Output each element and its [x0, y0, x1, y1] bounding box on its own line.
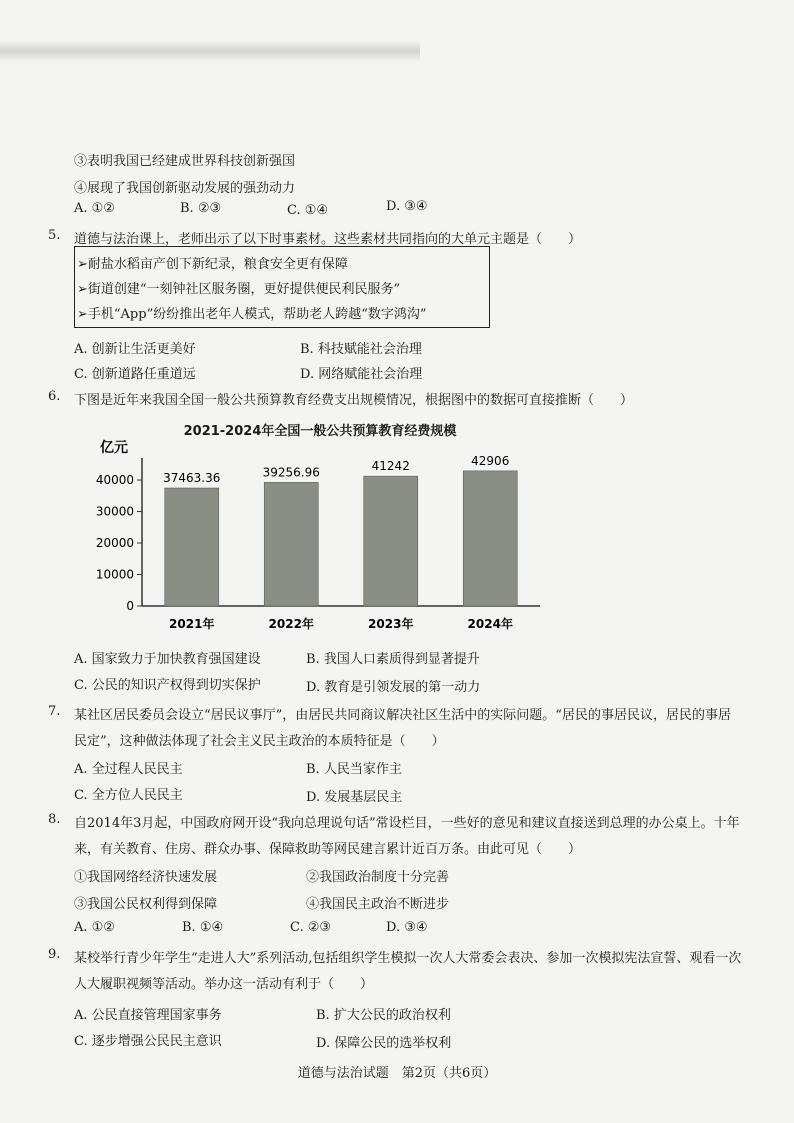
bar-value-label: 42906: [471, 453, 510, 468]
bar-2022年: [264, 482, 318, 606]
choice-b: B. ①④: [182, 920, 224, 935]
choice-b: B. ②③: [180, 201, 222, 216]
y-tick-label: 40000: [95, 473, 134, 488]
choice-a: A. 公民直接管理国家事务: [74, 1008, 222, 1023]
y-tick-label: 20000: [95, 536, 134, 551]
question-9-stem-line2: 人大履职视频等活动。举办这一活动有利于（ ）: [74, 977, 374, 992]
choice-a: A. 创新让生活更美好: [74, 342, 196, 357]
statement-1: ①我国网络经济快速发展: [74, 870, 218, 885]
material-box: [74, 246, 490, 328]
choice-d: D. ③④: [386, 920, 428, 935]
choice-a: A. 全过程人民民主: [74, 762, 183, 777]
statement-4: ④我国民主政治不断进步: [306, 897, 450, 912]
choice-a: A. 国家致力于加快教育强国建设: [74, 652, 261, 667]
question-8-stem-line2: 来，有关教育、住房、群众办事、保障救助等网民建言累计近百万条。由此可见（ ）: [74, 842, 582, 857]
choice-c: C. ②③: [290, 920, 332, 935]
scan-artifact: [0, 40, 420, 62]
option-statement-4: ④展现了我国创新驱动发展的强劲动力: [74, 181, 296, 196]
y-tick-label: 30000: [95, 504, 134, 519]
material-item: ➢耐盐水稻亩产创下新纪录，粮食安全更有保障: [77, 257, 348, 272]
choice-d: D. ③④: [386, 199, 428, 214]
choice-d: D. 保障公民的选举权利: [316, 1036, 452, 1051]
choice-a: A. ①②: [74, 201, 115, 216]
statement-3: ③我国公民权利得到保障: [74, 897, 218, 912]
question-9-stem-line1: 某校举行青少年学生“走进人大”系列活动,包括组织学生模拟一次人大常委会表决、参加一次模拟宪法宣誓、观看一次: [74, 951, 742, 966]
y-tick-label: 0: [126, 599, 134, 613]
choice-c: C. 逐步增强公民民主意识: [74, 1034, 222, 1049]
x-tick-label: 2023年: [368, 617, 414, 631]
bar-value-label: 37463.36: [163, 471, 221, 486]
question-8-stem-line1: 自2014年3月起，中国政府网开设“我向总理说句话”常设栏目，一些好的意见和建议直接送到总理的办公桌上。十年: [74, 816, 740, 831]
bar-value-label: 39256.96: [262, 465, 320, 480]
statement-2: ②我国政治制度十分完善: [306, 870, 450, 885]
option-statement-3: ③表明我国已经建成世界科技创新强国: [74, 154, 296, 169]
x-tick-label: 2024年: [467, 617, 513, 631]
question-number: 5.: [48, 228, 61, 243]
choice-c: C. 全方位人民民主: [74, 788, 183, 803]
choice-b: B. 人民当家作主: [306, 762, 402, 777]
choice-d: D. 教育是引领发展的第一动力: [306, 680, 481, 695]
choice-d: D. 网络赋能社会治理: [300, 367, 423, 382]
bar-2023年: [364, 476, 418, 606]
choice-b: B. 扩大公民的政治权利: [316, 1008, 451, 1023]
question-number: 7.: [48, 704, 61, 719]
material-item: ➢手机“App”纷纷推出老年人模式，帮助老人跨越“数字鸿沟”: [77, 307, 427, 322]
choice-b: B. 我国人口素质得到显著提升: [306, 652, 480, 667]
choice-c: C. 公民的知识产权得到切实保护: [74, 678, 261, 693]
question-5-stem: 道德与法治课上，老师出示了以下时事素材。这些素材共同指向的大单元主题是（ ）: [74, 232, 582, 247]
bar-chart: [70, 432, 550, 636]
choice-d: D. 发展基层民主: [306, 790, 403, 805]
question-7-stem-line2: 民定”，这种做法体现了社会主义民主政治的本质特征是（ ）: [74, 734, 445, 749]
y-axis-label: 亿元: [100, 440, 128, 456]
choice-c: C. ①④: [287, 203, 329, 218]
bar-2021年: [165, 488, 219, 606]
x-tick-label: 2022年: [268, 617, 314, 631]
question-number: 9.: [48, 947, 61, 962]
choice-c: C. 创新道路任重道远: [74, 367, 196, 382]
material-item: ➢街道创建“一刻钟社区服务圈，更好提供便民利民服务”: [77, 282, 401, 297]
x-tick-label: 2021年: [169, 617, 215, 631]
question-number: 8.: [48, 812, 61, 827]
choice-a: A. ①②: [74, 920, 115, 935]
question-7-stem-line1: 某社区居民委员会设立“居民议事厅”，由居民共同商议解决社区生活中的实际问题。“居民的事居民议，居民的事居: [74, 708, 731, 723]
bar-2024年: [463, 471, 517, 606]
question-6-stem: 下图是近年来我国全国一般公共预算教育经费支出规模情况，根据图中的数据可直接推断（ ）: [74, 393, 634, 408]
y-tick-label: 10000: [95, 567, 134, 582]
bar-value-label: 41242: [371, 459, 410, 474]
chart-title: 2021-2024年全国一般公共预算教育经费规模: [183, 424, 457, 439]
choice-b: B. 科技赋能社会治理: [300, 342, 422, 357]
question-number: 6.: [48, 389, 61, 404]
page-footer: 道德与法治试题 第2页（共6页）: [297, 1066, 497, 1081]
